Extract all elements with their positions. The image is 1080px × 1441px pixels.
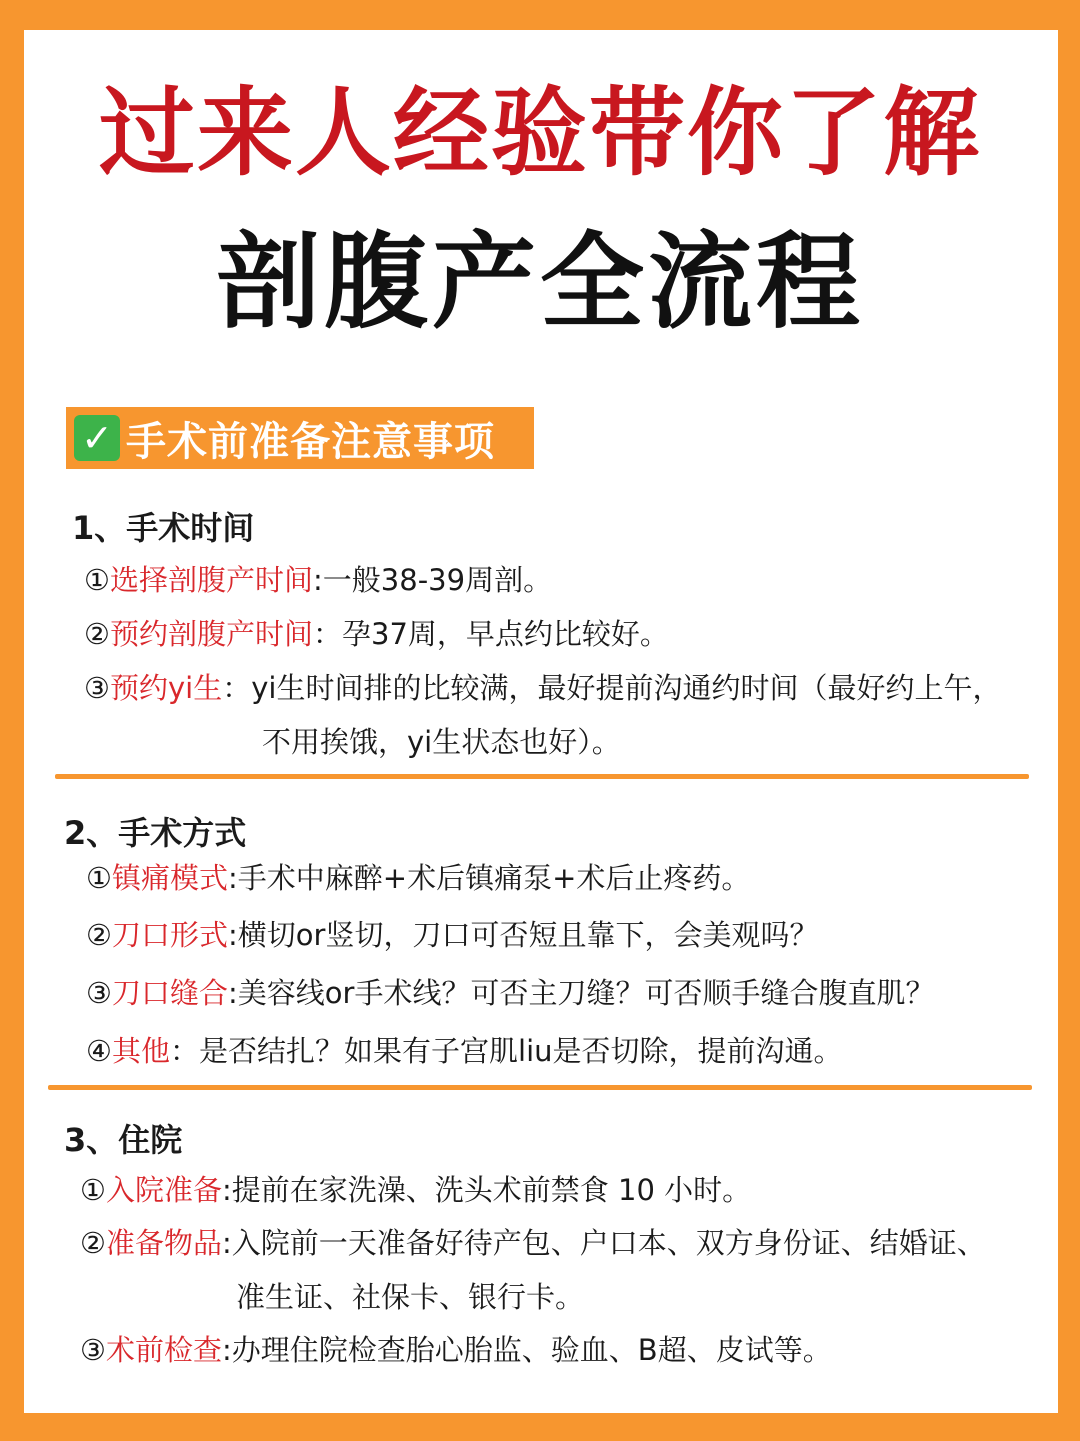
item-text: 办理住院检查胎心胎监、验血、B超、皮试等。 xyxy=(231,1333,832,1367)
section-divider xyxy=(48,1085,1032,1090)
item-separator: : xyxy=(228,918,238,952)
item-keyword: 准备物品 xyxy=(106,1226,223,1260)
item-text: 一般38-39周剖。 xyxy=(322,563,553,597)
item-separator: : xyxy=(222,1226,232,1260)
item-text: 提前在家洗澡、洗头术前禁食 10 小时。 xyxy=(231,1173,752,1207)
item-separator: : xyxy=(222,1333,232,1367)
list-item xyxy=(86,858,750,898)
list-item-continuation: 不用挨饿，yi生状态也好）。 xyxy=(262,725,621,759)
item-number: ① xyxy=(86,861,112,895)
item-keyword: 预约剖腹产时间 xyxy=(110,617,314,651)
banner-label: 手术前准备注意事项 xyxy=(126,418,495,465)
list-item xyxy=(84,560,552,600)
list-item xyxy=(80,1330,832,1370)
check-mark-icon: ✓ xyxy=(74,415,120,461)
item-separator: ： xyxy=(222,671,252,705)
item-number: ③ xyxy=(80,1333,106,1367)
item-number: ① xyxy=(84,563,110,597)
item-number: ③ xyxy=(86,976,112,1010)
list-item xyxy=(86,915,818,955)
item-keyword: 镇痛模式 xyxy=(112,861,229,895)
item-text: 手术中麻醉+术后镇痛泵+术后止疼药。 xyxy=(237,861,751,895)
item-separator: : xyxy=(222,1173,232,1207)
item-number: ② xyxy=(84,617,110,651)
list-item xyxy=(84,668,1001,708)
item-number: ③ xyxy=(84,671,110,705)
item-number: ④ xyxy=(86,1034,112,1068)
section-heading-hospital: 3、住院 xyxy=(64,1121,183,1159)
item-text: yi生时间排的比较满，最好提前沟通约时间（最好约上午， xyxy=(251,671,1002,705)
item-keyword: 其他 xyxy=(112,1034,171,1068)
section-divider xyxy=(55,774,1029,779)
item-keyword: 预约yi生 xyxy=(110,671,223,705)
list-item xyxy=(86,1031,843,1071)
item-number: ② xyxy=(86,918,112,952)
item-separator: ： xyxy=(313,617,343,651)
item-keyword: 入院准备 xyxy=(106,1173,223,1207)
page-title-line-1: 过来人经验带你了解 xyxy=(99,77,981,189)
item-separator: : xyxy=(313,563,323,597)
list-item xyxy=(80,1170,751,1210)
item-text: 是否结扎？如果有子宫肌liu是否切除，提前沟通。 xyxy=(199,1034,843,1068)
item-keyword: 选择剖腹产时间 xyxy=(110,563,314,597)
list-item xyxy=(80,1223,986,1263)
item-text: 横切or竖切，刀口可否短且靠下，会美观吗？ xyxy=(237,918,819,952)
section-heading-method: 2、手术方式 xyxy=(64,814,247,852)
item-number: ① xyxy=(80,1173,106,1207)
list-item-continuation: 准生证、社保卡、银行卡。 xyxy=(236,1280,585,1314)
section-heading-time: 1、手术时间 xyxy=(72,509,255,547)
item-keyword: 刀口缝合 xyxy=(112,976,229,1010)
item-separator: : xyxy=(228,976,238,1010)
item-separator: : xyxy=(228,861,238,895)
item-separator: ： xyxy=(170,1034,200,1068)
list-item xyxy=(84,614,669,654)
item-text: 入院前一天准备好待产包、户口本、双方身份证、结婚证、 xyxy=(231,1226,986,1260)
item-text: 美容线or手术线？可否主刀缝？可否顺手缝合腹直肌？ xyxy=(237,976,935,1010)
item-number: ② xyxy=(80,1226,106,1260)
item-keyword: 刀口形式 xyxy=(112,918,229,952)
page-title-line-2: 剖腹产全流程 xyxy=(215,221,864,343)
item-text: 孕37周，早点约比较好。 xyxy=(342,617,669,651)
list-item xyxy=(86,973,934,1013)
item-keyword: 术前检查 xyxy=(106,1333,223,1367)
section-banner xyxy=(66,407,534,469)
